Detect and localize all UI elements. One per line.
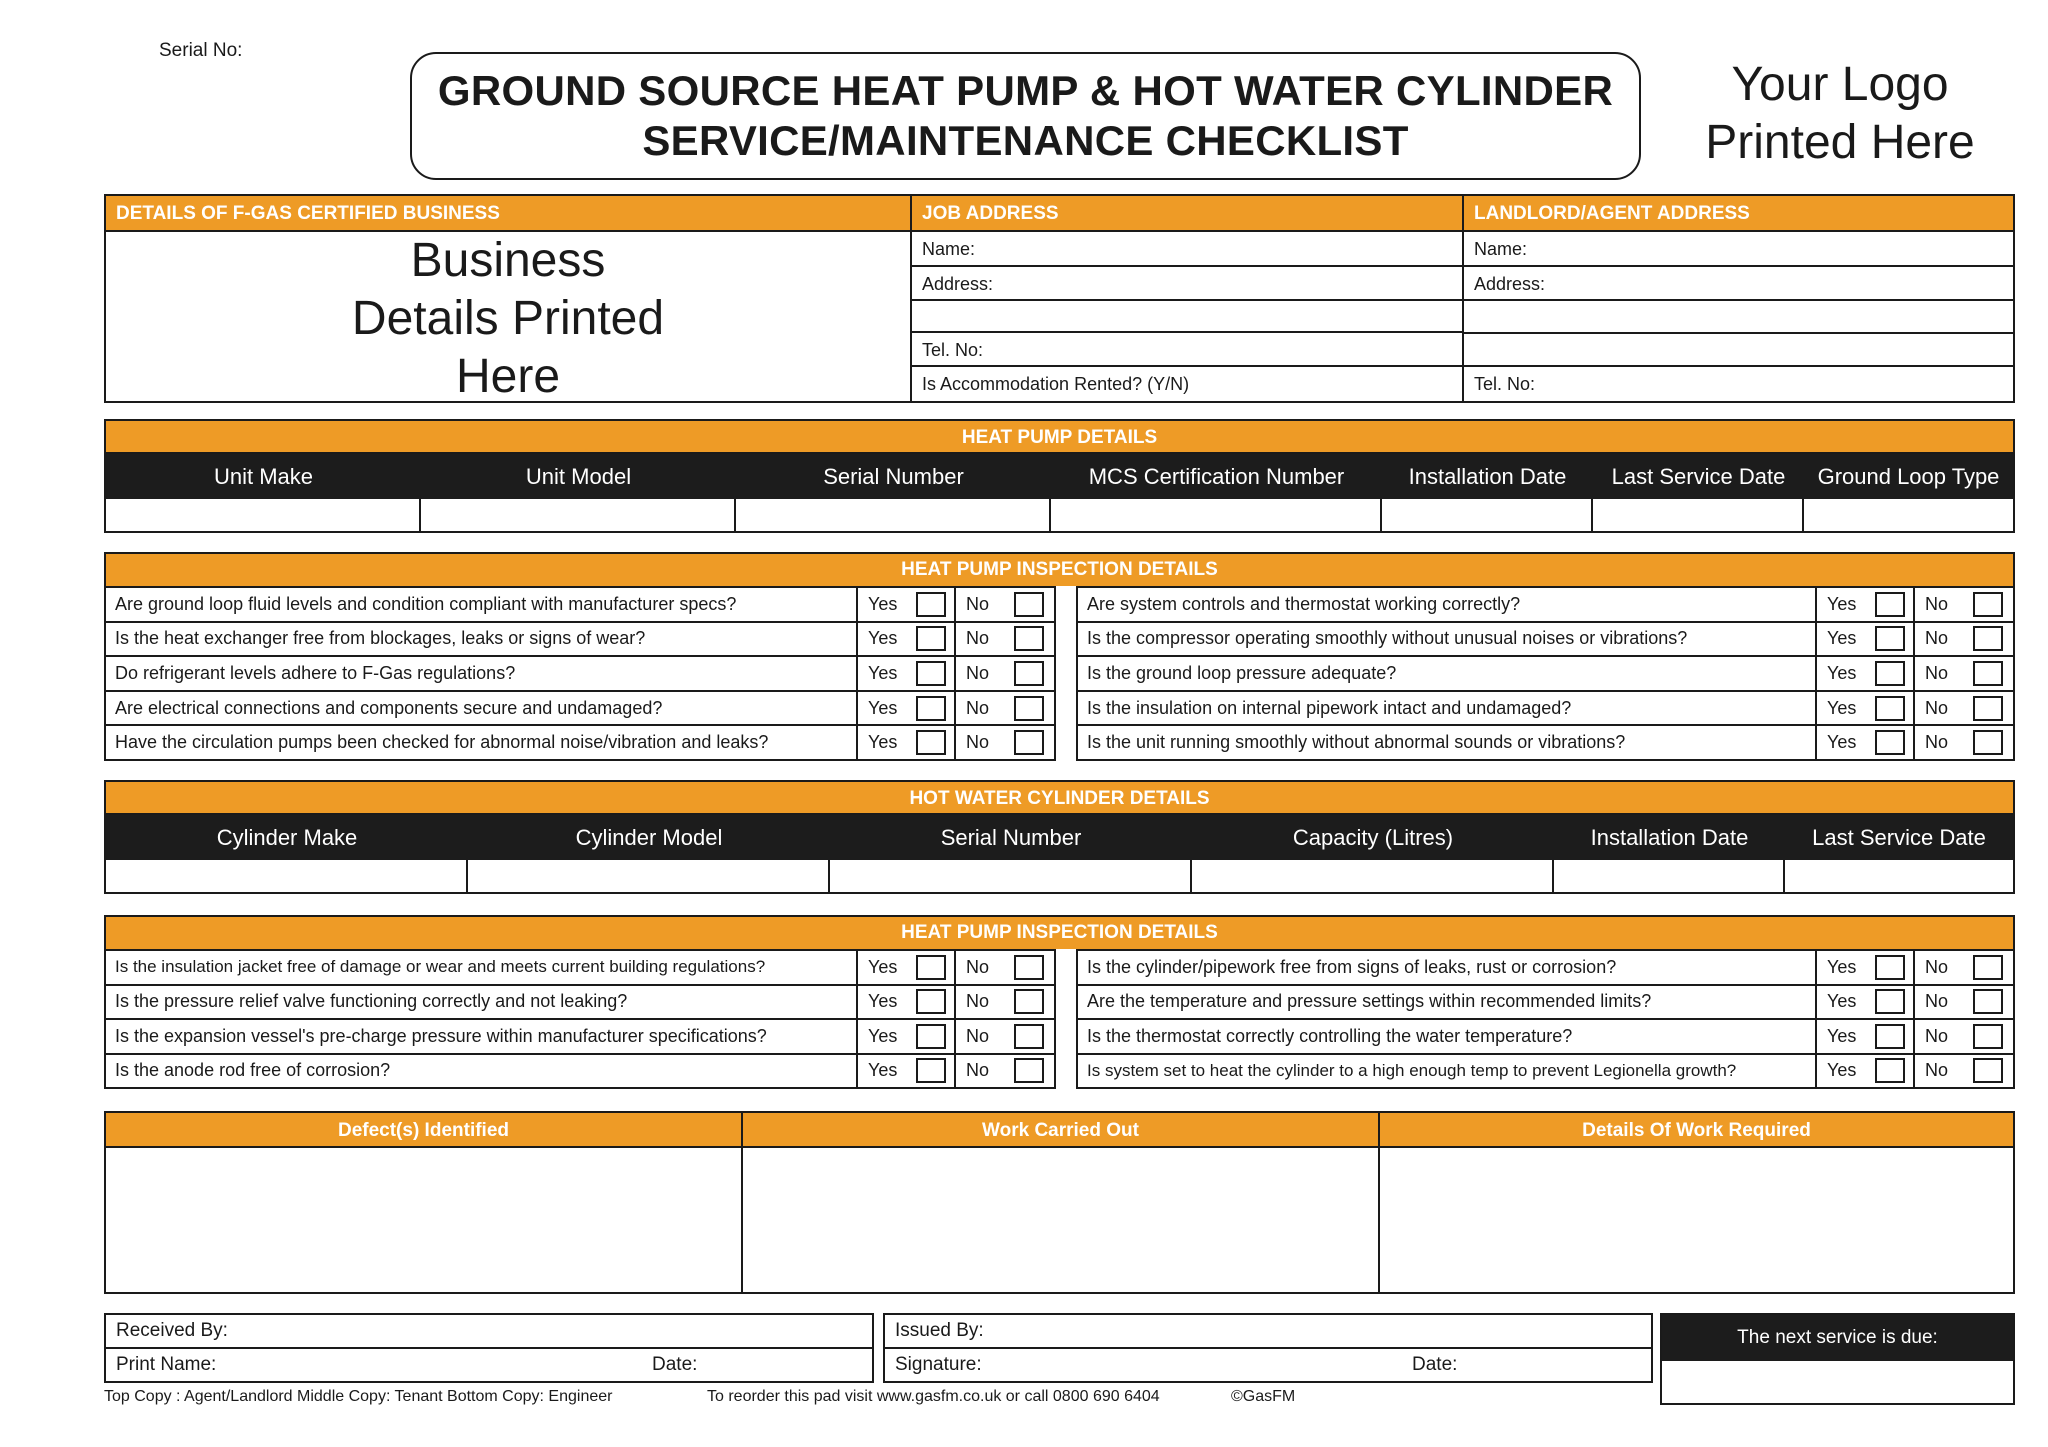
job-address-heading: JOB ADDRESS [912, 196, 1462, 232]
no-checkbox[interactable] [1973, 955, 2003, 980]
logo-line1: Your Logo [1731, 58, 1949, 111]
yes-label: Yes [1827, 593, 1857, 614]
yes-label: Yes [868, 1060, 898, 1081]
column-header: Cylinder Model [575, 824, 723, 850]
work-required-column [1380, 1113, 2013, 1292]
inspection-question: Is the insulation on internal pipework intact and undamaged? [1078, 692, 1817, 725]
cylinder-details-table [104, 780, 2015, 894]
landlord-tel-field[interactable]: Tel. No: [1474, 374, 1536, 394]
yes-option [858, 588, 956, 621]
inspection-question: Is the insulation jacket free of damage or wear and meets current building regulations? [106, 951, 858, 984]
inspection-row [1078, 1055, 2013, 1088]
landlord-address-column [1464, 196, 2013, 401]
yes-label: Yes [868, 1025, 898, 1046]
no-label: No [1925, 732, 1949, 753]
column-header: Serial Number [823, 463, 964, 489]
work-required-heading: Details Of Work Required [1380, 1113, 2013, 1148]
yes-checkbox[interactable] [1875, 730, 1905, 755]
signature-field[interactable] [885, 1349, 1651, 1381]
inspection-question: Are electrical connections and components secure and undamaged? [106, 692, 858, 725]
serial-number-label: Serial No: [159, 40, 243, 61]
column-header: Capacity (Litres) [1292, 824, 1454, 850]
column-header: Unit Make [213, 463, 314, 489]
heat-pump-details-header [106, 454, 2013, 499]
no-label: No [966, 991, 990, 1012]
no-label: No [1925, 1060, 1949, 1081]
no-checkbox[interactable] [1014, 1058, 1044, 1083]
yes-option [1817, 657, 1915, 690]
print-name-label: Print Name: [116, 1354, 217, 1375]
yes-checkbox[interactable] [916, 592, 946, 617]
column-header: Last Service Date [1812, 824, 1986, 850]
issued-by-field[interactable] [885, 1315, 1651, 1349]
column-header: Installation Date [1408, 463, 1567, 489]
defects-column [106, 1113, 743, 1292]
heat-pump-details-title: HEAT PUMP DETAILS [106, 421, 2013, 454]
yes-checkbox[interactable] [916, 955, 946, 980]
job-name-field[interactable]: Name: [912, 232, 1462, 267]
yes-label: Yes [1827, 1060, 1857, 1081]
yes-option [1817, 588, 1915, 621]
column-header: MCS Certification Number [1088, 463, 1345, 489]
yes-label: Yes [868, 956, 898, 977]
no-checkbox[interactable] [1014, 989, 1044, 1014]
no-checkbox[interactable] [1014, 696, 1044, 721]
no-option [956, 588, 1054, 621]
inspection-row [106, 623, 1054, 658]
column-header: Ground Loop Type [1817, 463, 2000, 489]
cylinder-capacity-cell[interactable] [1192, 860, 1554, 892]
column-header: Cylinder Make [216, 824, 358, 850]
yes-option [858, 623, 956, 656]
unit-make-cell[interactable] [106, 499, 421, 531]
no-option [956, 692, 1054, 725]
no-checkbox[interactable] [1014, 730, 1044, 755]
yes-option [858, 726, 956, 759]
logo-line2: Printed Here [1705, 116, 1975, 169]
yes-label: Yes [1827, 662, 1857, 683]
yes-label: Yes [868, 628, 898, 649]
inspection-row [106, 986, 1054, 1021]
yes-label: Yes [868, 991, 898, 1012]
no-option [1915, 1020, 2013, 1053]
yes-option [858, 692, 956, 725]
copy-distribution-note: Top Copy : Agent/Landlord Middle Copy: Tenant Bottom Copy: Engineer [104, 1388, 613, 1405]
job-rented-field[interactable]: Is Accommodation Rented? (Y/N) [922, 374, 1190, 394]
issued-date-label: Date: [1412, 1354, 1458, 1375]
inspection-question: Are the temperature and pressure settings within recommended limits? [1078, 986, 1817, 1019]
no-label: No [1925, 628, 1949, 649]
no-option [956, 657, 1054, 690]
no-checkbox[interactable] [1014, 955, 1044, 980]
inspection-row [1078, 986, 2013, 1021]
yes-checkbox[interactable] [916, 696, 946, 721]
no-checkbox[interactable] [1014, 1024, 1044, 1049]
inspection-row [1078, 692, 2013, 727]
inspection-question: Is the heat exchanger free from blockages, leaks or signs of wear? [106, 623, 858, 656]
inspection-question: Is the unit running smoothly without abnormal sounds or vibrations? [1078, 726, 1817, 759]
no-option [1915, 657, 2013, 690]
details-section [104, 194, 2015, 403]
form-title-line2: SERVICE/MAINTENANCE CHECKLIST [642, 117, 1409, 164]
heat-pump-inspection-title: HEAT PUMP INSPECTION DETAILS [104, 552, 2015, 586]
no-option [956, 1020, 1054, 1053]
yes-checkbox[interactable] [1875, 661, 1905, 686]
cylinder-details-entry-row [106, 860, 2013, 892]
yes-option [1817, 1055, 1915, 1088]
inspection-row [1078, 623, 2013, 658]
business-details-heading: DETAILS OF F-GAS CERTIFIED BUSINESS [106, 196, 910, 232]
last-service-date-cell[interactable] [1593, 499, 1804, 531]
yes-label: Yes [1827, 991, 1857, 1012]
inspection-gap [1056, 586, 1076, 761]
yes-label: Yes [868, 697, 898, 718]
no-label: No [1925, 593, 1949, 614]
next-service-field[interactable] [1662, 1361, 2013, 1403]
yes-label: Yes [868, 732, 898, 753]
no-label: No [966, 1025, 990, 1046]
job-address-field[interactable]: Address: [912, 267, 1462, 302]
inspection-row [1078, 726, 2013, 759]
yes-option [1817, 692, 1915, 725]
cylinder-inspection-section [104, 915, 2015, 1089]
installation-date-cell[interactable] [1382, 499, 1593, 531]
yes-checkbox[interactable] [916, 730, 946, 755]
yes-option [858, 951, 956, 984]
yes-label: Yes [868, 662, 898, 683]
mcs-number-cell[interactable] [1051, 499, 1382, 531]
business-line2: Details Printed [351, 292, 665, 345]
yes-checkbox[interactable] [1875, 955, 1905, 980]
no-checkbox[interactable] [1973, 661, 2003, 686]
heat-pump-inspection-right [1076, 586, 2015, 761]
yes-option [1817, 951, 1915, 984]
serial-number-cell[interactable] [736, 499, 1051, 531]
no-label: No [1925, 956, 1949, 977]
inspection-row [1078, 1020, 2013, 1055]
business-line1: Business [410, 234, 606, 287]
landlord-name-field[interactable]: Name: [1464, 232, 2013, 267]
work-carried-column [743, 1113, 1380, 1292]
inspection-row [106, 726, 1054, 759]
defects-heading: Defect(s) Identified [106, 1113, 741, 1148]
no-checkbox[interactable] [1973, 1024, 2003, 1049]
signature-label: Signature: [895, 1354, 982, 1375]
copyright-note: ©GasFM [1231, 1388, 1296, 1405]
no-checkbox[interactable] [1973, 730, 2003, 755]
yes-option [1817, 986, 1915, 1019]
yes-label: Yes [1827, 732, 1857, 753]
no-option [1915, 951, 2013, 984]
cylinder-inspection-right [1076, 949, 2015, 1089]
cylinder-details-title: HOT WATER CYLINDER DETAILS [106, 782, 2013, 815]
inspection-row [1078, 657, 2013, 692]
column-header: Installation Date [1590, 824, 1749, 850]
next-service-label: The next service is due: [1662, 1315, 2013, 1361]
heat-pump-details-entry-row [106, 499, 2013, 531]
no-label: No [1925, 1025, 1949, 1046]
no-label: No [1925, 697, 1949, 718]
unit-model-cell[interactable] [421, 499, 736, 531]
no-option [1915, 588, 2013, 621]
yes-checkbox[interactable] [1875, 592, 1905, 617]
work-required-field[interactable] [1380, 1148, 2013, 1292]
yes-checkbox[interactable] [1875, 1058, 1905, 1083]
landlord-address-field[interactable]: Address: [1464, 267, 2013, 302]
business-details-column [106, 196, 912, 401]
cylinder-make-cell[interactable] [106, 860, 468, 892]
received-by-label: Received By: [116, 1320, 228, 1341]
no-option [956, 951, 1054, 984]
heat-pump-inspection-left [104, 586, 1056, 761]
yes-label: Yes [1827, 697, 1857, 718]
no-option [1915, 1055, 2013, 1088]
inspection-row [1078, 588, 2013, 623]
ground-loop-type-cell[interactable] [1804, 499, 2013, 531]
inspection-row [106, 1055, 1054, 1088]
cylinder-installation-date-cell[interactable] [1554, 860, 1785, 892]
no-checkbox[interactable] [1973, 696, 2003, 721]
no-option [1915, 623, 2013, 656]
inspection-row [106, 588, 1054, 623]
received-box [104, 1313, 874, 1383]
yes-option [858, 1020, 956, 1053]
yes-option [1817, 1020, 1915, 1053]
no-checkbox[interactable] [1014, 661, 1044, 686]
inspection-question: Is the compressor operating smoothly without unusual noises or vibrations? [1078, 623, 1817, 656]
no-label: No [1925, 991, 1949, 1012]
inspection-question: Is the ground loop pressure adequate? [1078, 657, 1817, 690]
cylinder-details-header [106, 815, 2013, 860]
logo-placeholder [1660, 56, 2020, 172]
no-checkbox[interactable] [1973, 592, 2003, 617]
received-by-field[interactable] [106, 1315, 872, 1349]
no-option [1915, 692, 2013, 725]
yes-checkbox[interactable] [916, 661, 946, 686]
no-checkbox[interactable] [1973, 989, 2003, 1014]
inspection-question: Is the pressure relief valve functioning correctly and not leaking? [106, 986, 858, 1019]
inspection-question: Are system controls and thermostat working correctly? [1078, 588, 1817, 621]
cylinder-inspection-title: HEAT PUMP INSPECTION DETAILS [104, 915, 2015, 949]
cylinder-model-cell[interactable] [468, 860, 830, 892]
inspection-row [106, 657, 1054, 692]
defects-field[interactable] [106, 1148, 741, 1292]
no-option [1915, 726, 2013, 759]
yes-option [1817, 623, 1915, 656]
no-option [956, 726, 1054, 759]
column-header: Last Service Date [1611, 463, 1786, 489]
inspection-question: Is the anode rod free of corrosion? [106, 1055, 858, 1088]
yes-checkbox[interactable] [916, 1058, 946, 1083]
inspection-question: Is the expansion vessel's pre-charge pressure within manufacturer specifications? [106, 1020, 858, 1053]
inspection-row [106, 1020, 1054, 1055]
yes-option [1817, 726, 1915, 759]
inspection-row [106, 692, 1054, 727]
no-option [956, 1055, 1054, 1088]
cylinder-last-service-cell[interactable] [1785, 860, 2013, 892]
yes-option [858, 1055, 956, 1088]
inspection-question: Is system set to heat the cylinder to a high enough temp to prevent Legionella growth? [1078, 1055, 1817, 1088]
inspection-question: Do refrigerant levels adhere to F-Gas regulations? [106, 657, 858, 690]
inspection-question: Is the cylinder/pipework free from signs of leaks, rust or corrosion? [1078, 951, 1817, 984]
inspection-row [1078, 951, 2013, 986]
no-label: No [1925, 662, 1949, 683]
work-section [104, 1111, 2015, 1294]
no-checkbox[interactable] [1973, 626, 2003, 651]
inspection-question: Have the circulation pumps been checked for abnormal noise/vibration and leaks? [106, 726, 858, 759]
yes-checkbox[interactable] [916, 989, 946, 1014]
yes-checkbox[interactable] [1875, 989, 1905, 1014]
yes-option [858, 986, 956, 1019]
no-option [956, 986, 1054, 1019]
cylinder-serial-cell[interactable] [830, 860, 1192, 892]
no-checkbox[interactable] [1014, 592, 1044, 617]
form-title-box [410, 52, 1641, 180]
yes-checkbox[interactable] [916, 626, 946, 651]
no-label: No [966, 628, 990, 649]
yes-option [858, 657, 956, 690]
job-tel-field[interactable]: Tel. No: [912, 333, 1462, 368]
landlord-address-line2-field[interactable] [1464, 301, 2013, 334]
yes-checkbox[interactable] [1875, 626, 1905, 651]
yes-label: Yes [1827, 956, 1857, 977]
heat-pump-details-table [104, 419, 2015, 533]
no-option [956, 623, 1054, 656]
yes-checkbox[interactable] [1875, 696, 1905, 721]
work-carried-field[interactable] [743, 1148, 1378, 1292]
print-name-field[interactable] [106, 1349, 872, 1381]
inspection-question: Is the thermostat correctly controlling the water temperature? [1078, 1020, 1817, 1053]
inspection-row [106, 951, 1054, 986]
cylinder-inspection-left [104, 949, 1056, 1089]
no-label: No [966, 732, 990, 753]
column-header: Unit Model [525, 463, 632, 489]
no-label: No [966, 662, 990, 683]
issued-box [883, 1313, 1653, 1383]
yes-label: Yes [1827, 628, 1857, 649]
inspection-gap [1056, 949, 1076, 1089]
received-date-label: Date: [652, 1354, 698, 1375]
no-checkbox[interactable] [1973, 1058, 2003, 1083]
heat-pump-inspection-section [104, 552, 2015, 761]
no-option [1915, 986, 2013, 1019]
job-address-column [912, 196, 1464, 401]
no-label: No [966, 593, 990, 614]
inspection-question: Are ground loop fluid levels and condition compliant with manufacturer specs? [106, 588, 858, 621]
yes-checkbox[interactable] [916, 1024, 946, 1049]
yes-checkbox[interactable] [1875, 1024, 1905, 1049]
yes-label: Yes [1827, 1025, 1857, 1046]
business-line3: Here [455, 350, 561, 403]
form-title-line1: GROUND SOURCE HEAT PUMP & HOT WATER CYLINDER [437, 67, 1614, 114]
heat-pump-inspection-body [104, 586, 2015, 761]
reorder-note: To reorder this pad visit www.gasfm.co.uk or call 0800 690 6404 [707, 1388, 1160, 1405]
issued-by-label: Issued By: [895, 1320, 984, 1341]
column-header: Serial Number [940, 824, 1082, 850]
landlord-address-heading: LANDLORD/AGENT ADDRESS [1464, 196, 2013, 232]
no-label: No [966, 956, 990, 977]
no-label: No [966, 697, 990, 718]
landlord-address-line3-field[interactable] [1464, 334, 2013, 367]
no-checkbox[interactable] [1014, 626, 1044, 651]
business-details-body [106, 232, 910, 406]
job-address-line2-field[interactable] [912, 301, 1462, 333]
yes-label: Yes [868, 593, 898, 614]
work-carried-heading: Work Carried Out [743, 1113, 1378, 1148]
next-service-box [1660, 1313, 2015, 1405]
no-label: No [966, 1060, 990, 1081]
cylinder-inspection-body [104, 949, 2015, 1089]
